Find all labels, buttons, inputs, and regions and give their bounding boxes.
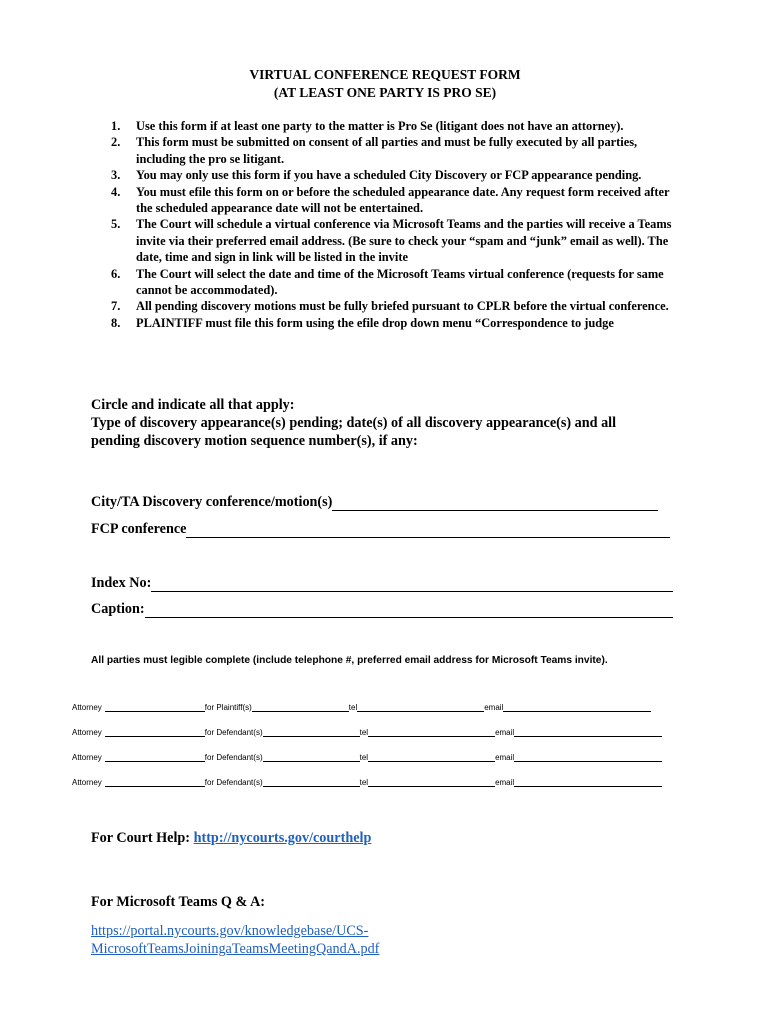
- city-ta-field: [91, 494, 658, 511]
- party-row: [72, 727, 662, 737]
- instruction-text: You must efile this form on or before the scheduled appearance date. Any request form received after the scheduled appearance date will not be entertained.: [136, 184, 670, 216]
- email-label: email: [495, 728, 515, 737]
- caption-input-line[interactable]: [145, 603, 673, 618]
- form-subtitle: (AT LEAST ONE PARTY IS PRO SE): [273, 85, 497, 100]
- role-label: for Plaintiff(s): [204, 703, 252, 712]
- instruction-item: [111, 315, 681, 331]
- role-input-line[interactable]: [263, 777, 360, 787]
- tel-label: tel: [359, 728, 369, 737]
- index-label: Index No:: [91, 575, 152, 591]
- form-title: VIRTUAL CONFERENCE REQUEST FORM: [249, 67, 521, 82]
- tel-input-line[interactable]: [357, 702, 484, 712]
- city-ta-label: City/TA Discovery conference/motion(s): [91, 494, 333, 510]
- instruction-text: You may only use this form if you have a scheduled City Discovery or FCP appearance pending.: [136, 168, 642, 183]
- index-input-line[interactable]: [151, 577, 673, 592]
- circle-heading: Circle and indicate all that apply:: [91, 397, 295, 413]
- attorney-input-line[interactable]: [105, 777, 205, 787]
- instruction-item: [111, 134, 681, 167]
- tel-label: tel: [348, 703, 358, 712]
- email-label: email: [495, 753, 515, 762]
- role-input-line[interactable]: [263, 727, 360, 737]
- tel-label: tel: [359, 778, 369, 787]
- role-label: for Defendant(s): [204, 728, 263, 737]
- email-input-line[interactable]: [503, 702, 651, 712]
- role-label: for Defendant(s): [204, 778, 263, 787]
- fcp-input-line[interactable]: [186, 523, 670, 538]
- circle-text-line: Type of discovery appearance(s) pending; date(s) of all discovery appearance(s) and all: [91, 415, 617, 431]
- caption-label: Caption:: [91, 601, 145, 617]
- teams-url-line[interactable]: https://portal.nycourts.gov/knowledgebase/UCS-: [91, 923, 369, 939]
- attorney-label: Attorney: [72, 753, 102, 762]
- circle-text-line: pending discovery motion sequence number(s), if any:: [91, 433, 418, 449]
- fcp-field: [91, 521, 670, 538]
- instruction-text: PLAINTIFF must file this form using the efile drop down menu “Correspondence to judge: [136, 315, 614, 330]
- instruction-item: [111, 184, 681, 217]
- fcp-label: FCP conference: [91, 521, 187, 537]
- tel-label: tel: [359, 753, 369, 762]
- circle-instructions: [91, 396, 691, 450]
- court-help-link[interactable]: http://nycourts.gov/courthelp: [193, 830, 372, 846]
- attorney-input-line[interactable]: [105, 752, 205, 762]
- instruction-number: 7.: [111, 299, 121, 314]
- attorney-input-line[interactable]: [105, 727, 205, 737]
- party-row: [72, 752, 662, 762]
- instruction-item: [111, 266, 681, 299]
- city-ta-input-line[interactable]: [332, 496, 658, 511]
- tel-input-line[interactable]: [368, 752, 495, 762]
- email-input-line[interactable]: [514, 777, 662, 787]
- role-input-line[interactable]: [263, 752, 360, 762]
- attorney-input-line[interactable]: [105, 702, 205, 712]
- instruction-item: [111, 298, 681, 314]
- email-label: email: [484, 703, 504, 712]
- tel-input-line[interactable]: [368, 727, 495, 737]
- instruction-item: [111, 167, 681, 183]
- instruction-number: 6.: [111, 266, 121, 281]
- instruction-number: 4.: [111, 184, 121, 199]
- email-input-line[interactable]: [514, 752, 662, 762]
- instruction-number: 3.: [111, 168, 121, 183]
- teams-url-line[interactable]: MicrosoftTeamsJoiningaTeamsMeetingQandA.pdf: [91, 941, 380, 957]
- attorney-label: Attorney: [72, 778, 102, 787]
- attorney-label: Attorney: [72, 728, 102, 737]
- instruction-text: All pending discovery motions must be fully briefed pursuant to CPLR before the virtual conference.: [136, 299, 669, 314]
- caption-field: [91, 601, 673, 618]
- email-input-line[interactable]: [514, 727, 662, 737]
- instruction-number: 2.: [111, 135, 121, 150]
- party-row: [72, 777, 662, 787]
- instruction-text: Use this form if at least one party to the matter is Pro Se (litigant does not have an attorney).: [136, 119, 624, 133]
- instruction-number: 8.: [111, 315, 121, 330]
- teams-qa-label: For Microsoft Teams Q & A:: [91, 894, 266, 910]
- party-row: [72, 702, 651, 712]
- tel-input-line[interactable]: [368, 777, 495, 787]
- instruction-text: This form must be submitted on consent of all parties and must be fully executed by all parties, including the pro se litigant.: [136, 135, 638, 166]
- email-label: email: [495, 778, 515, 787]
- court-help: [91, 830, 371, 847]
- instruction-item: [111, 118, 681, 134]
- instruction-item: [111, 216, 681, 265]
- instructions-list: [111, 118, 681, 331]
- instruction-text: The Court will select the date and time of the Microsoft Teams virtual conference (requests for same cannot be accommodated).: [136, 266, 664, 298]
- court-help-label: For Court Help:: [91, 830, 194, 846]
- instruction-number: 1.: [111, 119, 121, 133]
- role-input-line[interactable]: [252, 702, 349, 712]
- attorney-label: Attorney: [72, 703, 102, 712]
- instruction-number: 5.: [111, 217, 121, 232]
- instruction-text: The Court will schedule a virtual conference via Microsoft Teams and the parties will receive a Teams invite via their preferred email address. (Be sure to check your “spam and “junk” email as well). The date, time and sign in link will be listed in the invite: [136, 217, 672, 265]
- all-parties-note: All parties must legible complete (include telephone #, preferred email address for Microsoft Teams invite).: [91, 655, 608, 666]
- teams-qa-link[interactable]: [91, 922, 379, 958]
- role-label: for Defendant(s): [204, 753, 263, 762]
- index-field: [91, 575, 673, 592]
